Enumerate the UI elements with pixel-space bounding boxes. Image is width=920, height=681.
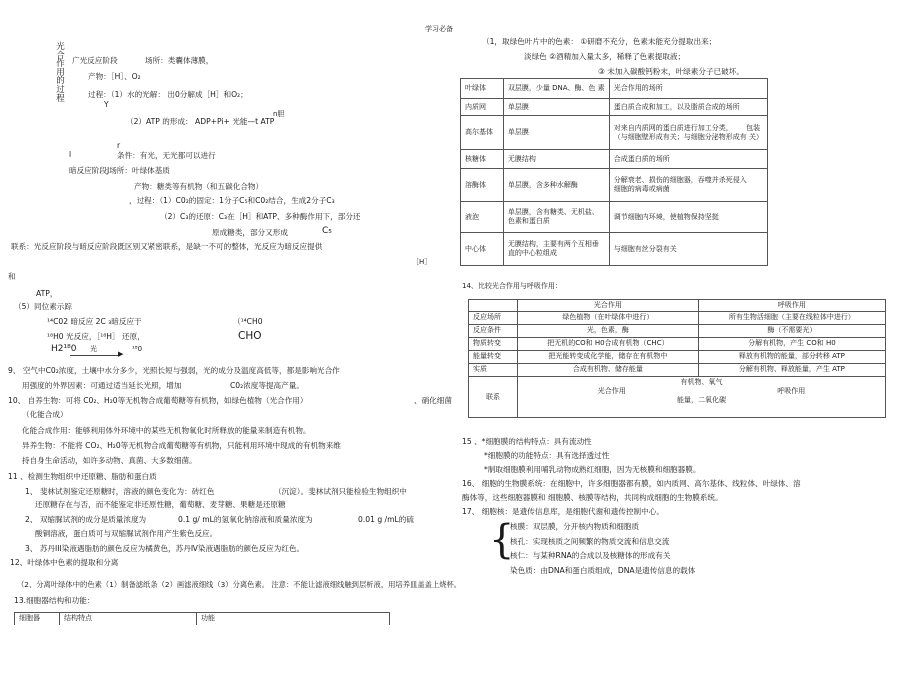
table-cell: 叶绿体 <box>461 79 504 99</box>
item-11-2c: 0.01 g /mL的硫 <box>358 515 414 524</box>
arrow-line <box>70 355 120 356</box>
table-cell: 光合作用的场所 <box>609 79 767 99</box>
table-row <box>469 377 886 418</box>
nucleus-3: 核仁：与某种RNA的合成以及核糖体的形成有关 <box>510 551 671 560</box>
item-16b: 酶体等，这些细胞器膜和 细胞膜、核膜等结构，共同构成细胞的生物膜系统。 <box>462 493 723 502</box>
item-15b: *细胞膜的功能特点：具有选择透过性 <box>484 451 610 460</box>
table-cell: 酶（不需要光） <box>698 325 885 338</box>
nucleus-2: 核孔：实现核质之间频繁的物质交流和信息交流 <box>510 537 670 546</box>
table-cell: 中心体 <box>461 233 504 266</box>
link-line-3: 能量，二氧化碳 <box>677 396 726 404</box>
table-head-cell: 光合作用 <box>518 300 699 312</box>
item-10a: 10、 自养生物：可将 C0₂、H₂0等无机物合成葡萄糖等有机物，如绿色植物（光合作用） <box>8 396 308 405</box>
table-row <box>461 150 768 169</box>
isotope-eq-2-right: CHO <box>238 330 262 342</box>
table-cell: 高尔基体 <box>461 116 504 150</box>
atp-formation: （2）ATP 的形成： ADP+Pi+ 光能—t ATP <box>126 117 275 126</box>
table-row <box>461 116 768 150</box>
table-cell: 把无机的CO和 H0合成有机物（CHC） <box>518 338 699 351</box>
dark-process-1: ，过程：（1）C0₂的固定：1分子C₅和C0₂结合，生成2分子C₃ <box>129 196 335 205</box>
table-head-cell <box>469 300 518 312</box>
table-row <box>461 99 768 116</box>
arrow-head: ▶ <box>118 350 124 358</box>
item-10e: 持自身生命活动，如许多动物、真菌、大多数细菌。 <box>22 456 197 465</box>
isotope-eq-2: ¹⁸H0 光反应，［¹⁸H］ 还原， <box>47 332 145 341</box>
isotope-eq-1-right: （¹⁴CH0 <box>233 317 263 326</box>
isotope-title: （5）同位素示踪 <box>14 302 72 311</box>
and-text: 和 <box>8 272 16 281</box>
table-cell: 物质转变 <box>469 338 518 351</box>
table-head-cell: 细胞器 <box>15 613 60 626</box>
nucleus-4: 染色质：由DNA和蛋白质组成，DNA是遗传信息的载体 <box>510 566 696 575</box>
c5-mark: C₅ <box>322 226 332 236</box>
table-cell: 分解有机物、释放能量，产生 ATP <box>698 364 885 377</box>
table-row <box>469 300 886 312</box>
item-11-3: 3、 苏丹III染液遇脂肪的颜色反应为橘黄色，苏丹Ⅳ染液遇脂肪的颜色反应为红色。 <box>25 544 305 553</box>
table-cell: 单层膜 <box>503 99 609 116</box>
table-cell: 无膜结构，主要有两个互相垂 直的中心粒组成 <box>503 233 609 266</box>
item-17: 17、 细胞核：是遗传信息库，是细胞代谢和遗传控制中心。 <box>462 507 664 516</box>
light-place: 场所：类囊体薄膜， <box>145 56 214 65</box>
compare-title: 14、比较光合作用与呼吸作用： <box>462 282 562 290</box>
table-cell: 所有生物活细胞（主要在线粒体中进行） <box>698 312 885 325</box>
table-cell: 单层膜，含有糖类、无机盐、 色素和蛋白质 <box>503 202 609 233</box>
link-label: 联系 <box>469 377 518 418</box>
dark-products: 产物：糖类等有机物（和五碳化合物） <box>134 182 264 191</box>
table-head-cell: 功能 <box>197 613 390 626</box>
nucleus-brace: { <box>489 517 515 563</box>
item-11-2b: 0.1 g/ mL的氢氧化钠溶液和质量浓度为 <box>178 515 313 524</box>
compare-table <box>468 299 886 418</box>
table-row <box>469 338 886 351</box>
item-11: 11 、检测生物组织中还原糖、脂肪和蛋白质 <box>8 472 157 481</box>
pigment-2: 淡绿色 ②酒精加入量太多，稀释了色素提取液； <box>524 52 686 61</box>
table-cell: 分解衰老、损伤的细胞器，吞噬并杀死侵入 细胞的病毒或病菌 <box>609 169 767 202</box>
dark-process-2: （2）C₃的还原：C₃在［H］和ATP、多种酶作用下，部分还 <box>160 212 361 221</box>
light-products: 产物：［H］、O₂ <box>88 72 141 81</box>
link-resp: 呼吸作用 <box>777 387 806 395</box>
item-11-2a: 2、 双缩脲试剂的成分是质量浓度为 <box>25 515 147 524</box>
table-cell: 对来自内质网的蛋白质进行加工分类， 包装 （与细胞壁形成有关；与细胞分泌物形成有 关） <box>609 116 767 150</box>
item-10d: 异养生物：不能将 CO₂、H₂0等无机物合成葡萄糖等有机物，只能利用环境中现成的有机物来维 <box>22 441 341 450</box>
item-12-2: （2、分离叶绿体中的色素（1）制备滤纸条（2）画滤液细线（3）分离色素。 注意：不能让滤液细线触到层析液，用培养皿盖盖上烧杯。 <box>17 580 462 589</box>
item-12: 12、叶绿体中色素的提取和分离 <box>10 558 119 567</box>
table-cell: 单层膜，含多种水解酶 <box>503 169 609 202</box>
table-cell: 蛋白质合成和加工，以及脂质合成的场所 <box>609 99 767 116</box>
y-mark: Y <box>104 100 109 109</box>
table-cell: 核糖体 <box>461 150 504 169</box>
item-11-1a: 1、 斐林试剂鉴定还原糖时，溶液的颜色变化为：砖红色 <box>25 487 215 496</box>
item-11-2d: 酸铜溶液，蛋白质可与双缩脲试剂作用产生紫色反应。 <box>35 529 218 538</box>
item-13: 13.细胞器结构和功能： <box>14 596 95 605</box>
table-cell: 分解有机物，产生 CO和 H0 <box>698 338 885 351</box>
table-cell: 内质网 <box>461 99 504 116</box>
table-row <box>469 351 886 364</box>
table-cell: 溶酶体 <box>461 169 504 202</box>
table-cell: 释放有机物的能量，部分转移 ATP <box>698 351 885 364</box>
table-row <box>461 79 768 99</box>
link-photo: 光合作用 <box>597 387 626 395</box>
slash-mark: r <box>117 141 121 150</box>
item-11-1c: 还原糖存在与否，而不能鉴定非还原性糖，葡萄糖、麦芽糖、果糖是还原糖 <box>35 500 286 509</box>
item-15c: *制取细胞膜利用哺乳动物成熟红细胞，因为无核膜和细胞器膜。 <box>484 465 701 474</box>
dark-stage: 暗反应阶段J场所：叶绿体基质 <box>69 166 170 175</box>
organelle-table-head <box>14 612 390 625</box>
pigment-3: ③ 未加入碳酸钙粉末，叶绿素分子已破坏。 <box>598 67 744 76</box>
organelle-table <box>460 78 768 266</box>
table-cell: 绿色植物（在叶绿体中进行） <box>518 312 699 325</box>
item-15a: 15 、*细胞膜的结构特点：具有流动性 <box>462 437 592 446</box>
table-row <box>469 364 886 377</box>
table-row <box>461 233 768 266</box>
light-condition: 条件：有光，无光都可以进行 <box>117 151 216 160</box>
table-cell: 调节细胞内环境，使植物保持坚挺 <box>609 202 767 233</box>
table-cell: 反应场所 <box>469 312 518 325</box>
table-cell: 光，色素，酶 <box>518 325 699 338</box>
item-9a: 9、 空气中C0₂浓度，土壤中水分多少，光照长短与强弱，光的成分及温度高低等，都是影响光合作 <box>8 366 340 375</box>
item-10a-right: 、硝化细菌 <box>414 396 452 405</box>
table-row <box>469 312 886 325</box>
link-line-2 <box>522 387 881 396</box>
table-row <box>461 169 768 202</box>
table-cell: 把光能转变成化学能，储存在有机物中 <box>518 351 699 364</box>
link-cell <box>518 377 886 418</box>
item-11-1b: （沉淀）。斐林试剂只能检验生物组织中 <box>274 487 407 496</box>
pigment-1: （1，取绿色叶片中的色素： ①研磨不充分，色素未能充分提取出来； <box>482 37 717 46</box>
nucleus-1: 核膜：双层膜，分开核内物质和细胞质 <box>510 522 640 531</box>
light-process: 过程：（1）水的光解： 出0分解成［H］和O₂； <box>88 90 248 99</box>
item-9b: 用强度的外界因素：可通过适当延长光照，增加 <box>22 381 182 390</box>
h-mark: ［H］ <box>412 258 432 266</box>
atp-dot: ATP， <box>36 289 58 298</box>
table-cell: 双层膜，少量 DNA、酶、色 素 <box>503 79 609 99</box>
table-head-cell: 呼吸作用 <box>698 300 885 312</box>
bar-mark: l <box>69 150 72 159</box>
light-stage: 广光反应阶段 <box>72 56 118 65</box>
table-head-cell: 结构特点 <box>60 613 197 626</box>
item-9c: C0₂浓度等提高产量。 <box>230 381 304 390</box>
table-cell: 实质 <box>469 364 518 377</box>
item-10c: 化能合成作用：能够利用体外环境中的某些无机物氧化时所释放的能量来制造有机物。 <box>22 426 311 435</box>
table-cell: 合成蛋白质的场所 <box>609 150 767 169</box>
table-row <box>461 202 768 233</box>
page-header: 学习必备 <box>425 25 453 33</box>
side-title: 光合作用的过程 <box>56 42 65 104</box>
table-cell: 反应条件 <box>469 325 518 338</box>
dark-process-3: 原成糖类，部分又形成 <box>212 228 288 237</box>
item-10b: （化能合成） <box>22 410 68 419</box>
table-cell: 合成有机物、储存能量 <box>518 364 699 377</box>
isotope-eq-3a: H2¹⁸0 <box>51 344 77 354</box>
relation-text: 联系：光反应阶段与暗反应阶段既区别又紧密联系，是缺一不可的整体，光反应为暗反应提供 <box>11 242 323 251</box>
table-cell: 液泡 <box>461 202 504 233</box>
n-mark: n胆 <box>273 110 285 118</box>
table-row <box>469 325 886 338</box>
isotope-eq-1: ¹⁴C02 暗反应 2C ₃暗反应于 <box>47 317 142 326</box>
table-cell: 单层膜 <box>503 116 609 150</box>
table-cell: 与细胞有丝分裂有关 <box>609 233 767 266</box>
link-line-1: 有机物、氧气 <box>680 378 723 386</box>
isotope-eq-3b: 光 <box>90 345 97 353</box>
isotope-eq-3c: ¹⁸0 <box>132 345 143 353</box>
table-cell: 无膜结构 <box>503 150 609 169</box>
table-cell: 能量转变 <box>469 351 518 364</box>
item-16a: 16、 细胞的生物膜系统：在细胞中，许多细胞器都有膜，如内质网、高尔基体、线粒体、叶绿体、溶 <box>462 479 801 488</box>
